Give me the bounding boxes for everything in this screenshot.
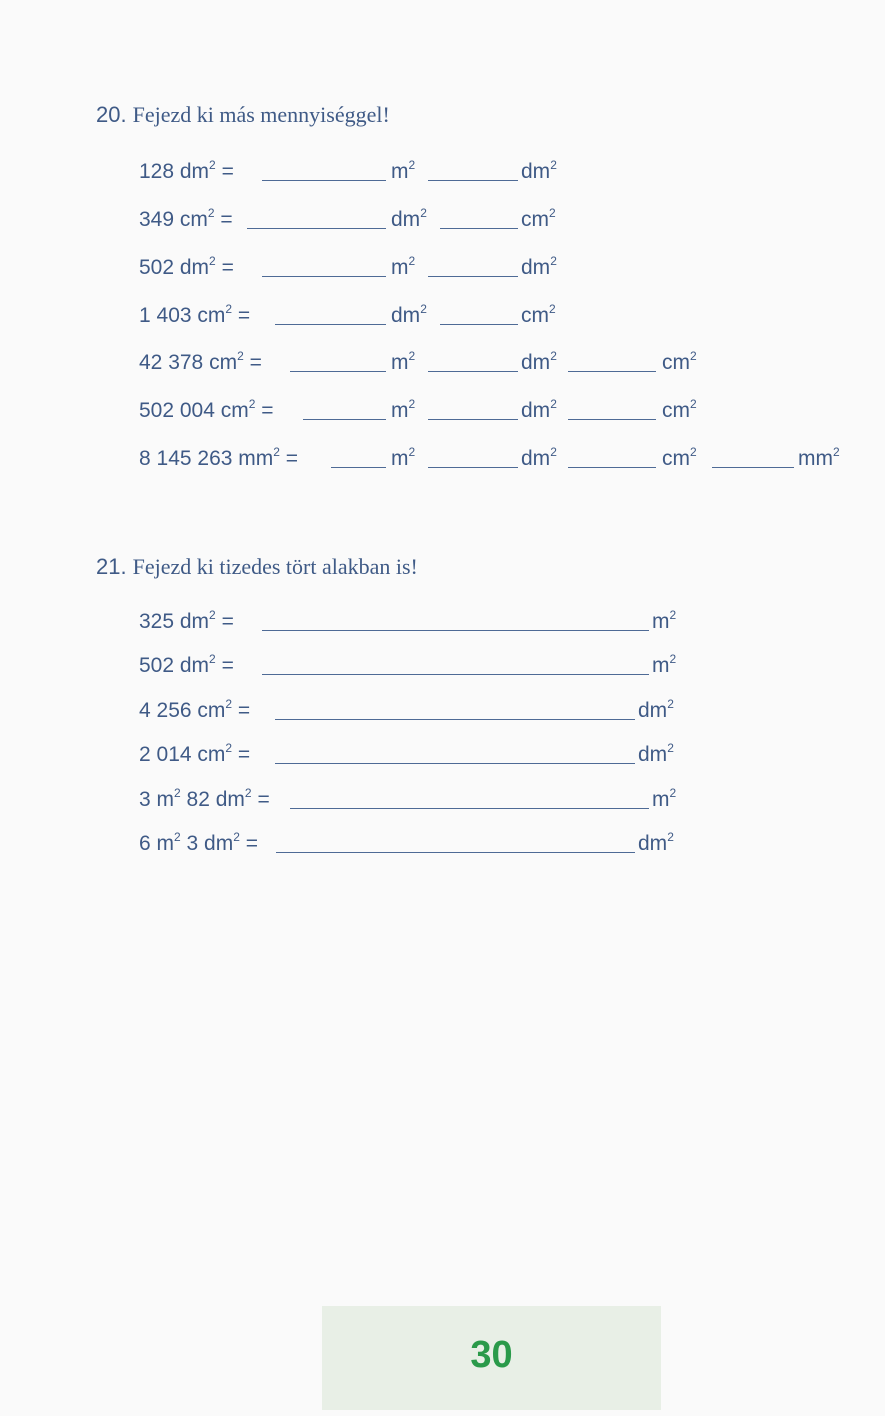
answer-blank[interactable] — [275, 763, 635, 764]
answer-blank[interactable] — [331, 467, 386, 468]
unit-label: $dm^2$ — [638, 830, 674, 855]
row-lhs: 502 004 $cm^2$ = — [139, 397, 274, 422]
answer-blank[interactable] — [262, 630, 649, 631]
answer-blank[interactable] — [262, 674, 649, 675]
answer-blank[interactable] — [428, 419, 518, 420]
answer-blank[interactable] — [440, 228, 518, 229]
answer-blank[interactable] — [275, 719, 635, 720]
answer-blank[interactable] — [428, 276, 518, 277]
answer-blank[interactable] — [428, 371, 518, 372]
exercise-20-row — [0, 154, 885, 184]
exercise-21-row — [0, 737, 885, 767]
exercise-20-instruction: Fejezd ki más mennyiséggel! — [132, 102, 390, 127]
unit-label: $cm^2$ — [521, 302, 556, 327]
unit-label: $mm^2$ — [798, 445, 840, 470]
unit-label: $dm^2$ — [521, 445, 557, 470]
exercise-21-row — [0, 648, 885, 678]
exercise-21-instruction: Fejezd ki tizedes tört alakban is! — [132, 554, 418, 579]
unit-label: $cm^2$ — [662, 349, 697, 374]
unit-label: $m^2$ — [391, 158, 416, 183]
exercise-20-row — [0, 202, 885, 232]
answer-blank[interactable] — [290, 808, 649, 809]
exercise-20-row — [0, 298, 885, 328]
exercise-21-row — [0, 693, 885, 723]
row-lhs: 8 145 263 $mm^2$ = — [139, 445, 299, 470]
unit-label: $dm^2$ — [391, 206, 427, 231]
exercise-20-row — [0, 393, 885, 423]
unit-label: $dm^2$ — [521, 254, 557, 279]
answer-blank[interactable] — [712, 467, 794, 468]
row-lhs: 3 $m^2$ 82 $dm^2$ = — [139, 786, 270, 811]
unit-label: $dm^2$ — [521, 397, 557, 422]
unit-label: $dm^2$ — [638, 741, 674, 766]
exercise-21-heading — [96, 554, 418, 580]
page-number-box — [322, 1306, 661, 1410]
exercise-20-number: 20. — [96, 102, 127, 127]
exercise-20-row — [0, 441, 885, 471]
exercise-20-heading — [96, 102, 390, 128]
unit-label: $dm^2$ — [521, 349, 557, 374]
row-lhs: 6 $m^2$ 3 $dm^2$ = — [139, 830, 259, 855]
unit-label: $m^2$ — [652, 786, 677, 811]
row-lhs: 349 $cm^2$ = — [139, 206, 233, 231]
unit-label: $cm^2$ — [662, 397, 697, 422]
row-lhs: 2 014 $cm^2$ = — [139, 741, 251, 766]
answer-blank[interactable] — [290, 371, 386, 372]
answer-blank[interactable] — [428, 180, 518, 181]
row-lhs: 502 $dm^2$ = — [139, 652, 234, 677]
exercise-20-row — [0, 345, 885, 375]
exercise-21-row — [0, 782, 885, 812]
unit-label: $m^2$ — [391, 349, 416, 374]
exercise-21-number: 21. — [96, 554, 127, 579]
row-lhs: 42 378 $cm^2$ = — [139, 349, 262, 374]
answer-blank[interactable] — [262, 276, 386, 277]
exercise-21-row — [0, 604, 885, 634]
answer-blank[interactable] — [428, 467, 518, 468]
row-lhs: 4 256 $cm^2$ = — [139, 697, 251, 722]
unit-label: $dm^2$ — [638, 697, 674, 722]
unit-label: $m^2$ — [391, 445, 416, 470]
answer-blank[interactable] — [262, 180, 386, 181]
exercise-20-row — [0, 250, 885, 280]
page-number: 30 — [470, 1334, 513, 1376]
row-lhs: 502 $dm^2$ = — [139, 254, 234, 279]
answer-blank[interactable] — [568, 467, 656, 468]
answer-blank[interactable] — [276, 852, 635, 853]
unit-label: $dm^2$ — [521, 158, 557, 183]
unit-label: $m^2$ — [391, 397, 416, 422]
unit-label: $cm^2$ — [662, 445, 697, 470]
row-lhs: 325 $dm^2$ = — [139, 608, 234, 633]
answer-blank[interactable] — [303, 419, 386, 420]
unit-label: $cm^2$ — [521, 206, 556, 231]
unit-label: $m^2$ — [391, 254, 416, 279]
answer-blank[interactable] — [247, 228, 386, 229]
answer-blank[interactable] — [275, 324, 386, 325]
unit-label: $m^2$ — [652, 652, 677, 677]
row-lhs: 1 403 $cm^2$ = — [139, 302, 251, 327]
exercise-21-row — [0, 826, 885, 856]
answer-blank[interactable] — [568, 419, 656, 420]
answer-blank[interactable] — [440, 324, 518, 325]
unit-label: $dm^2$ — [391, 302, 427, 327]
row-lhs: 128 $dm^2$ = — [139, 158, 234, 183]
unit-label: $m^2$ — [652, 608, 677, 633]
answer-blank[interactable] — [568, 371, 656, 372]
